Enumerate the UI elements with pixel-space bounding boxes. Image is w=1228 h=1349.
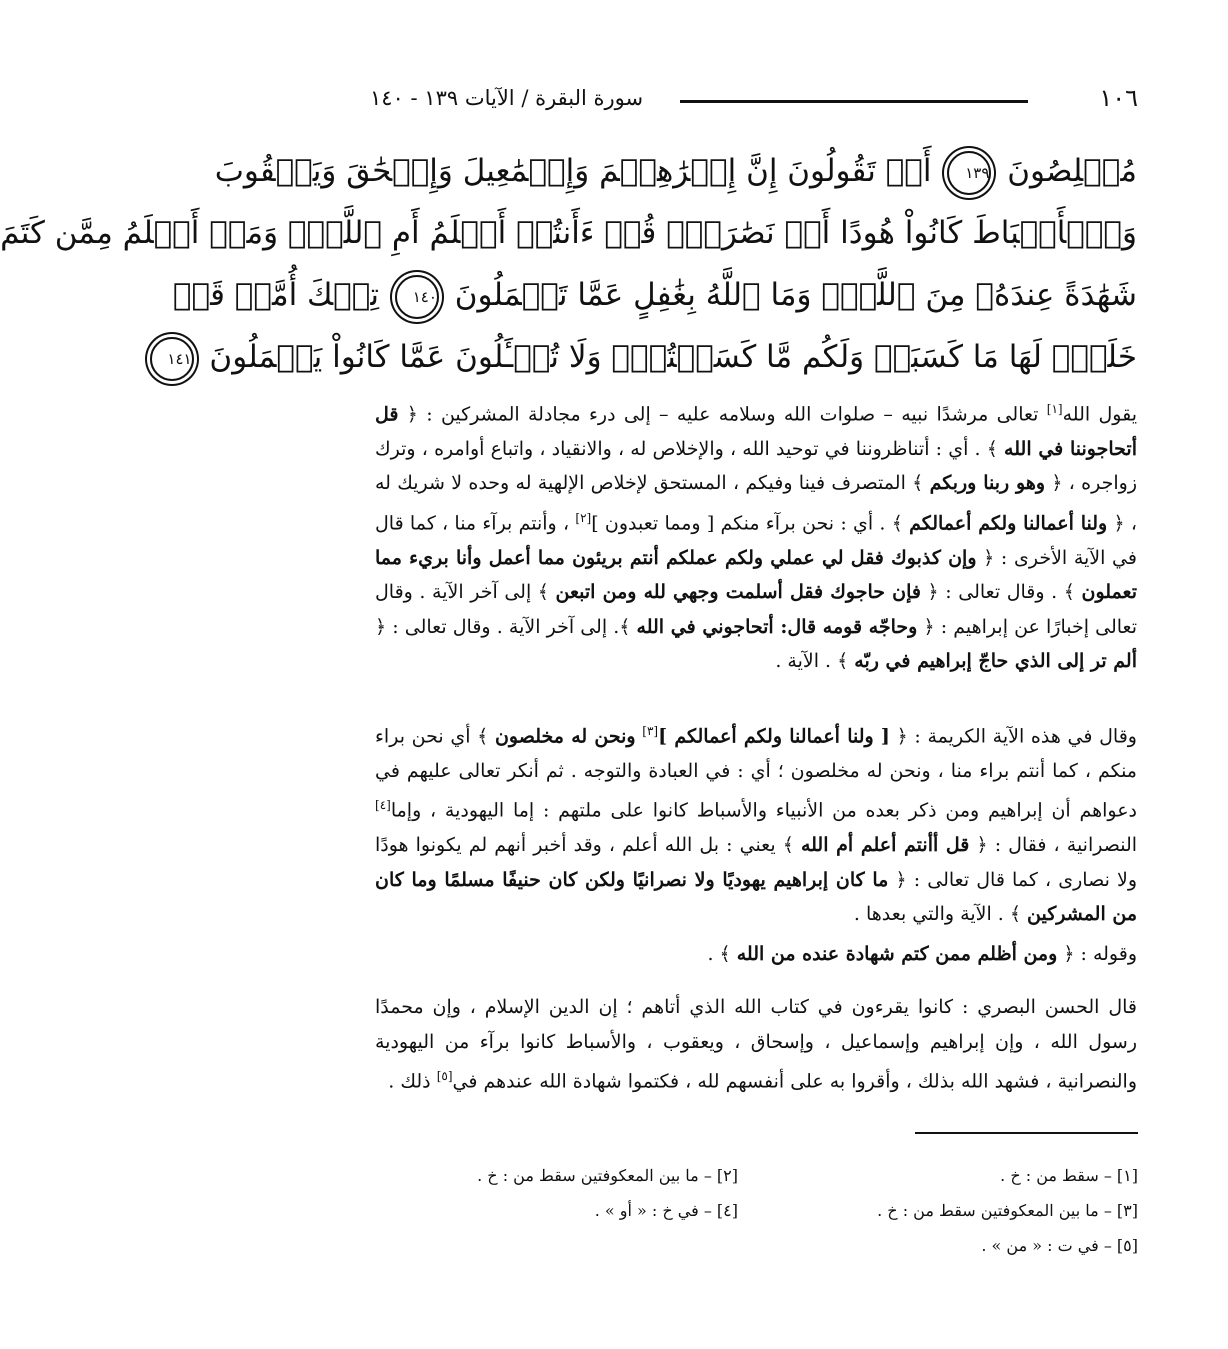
footnote-ref[interactable]: [١] xyxy=(1046,402,1063,416)
text-run: ذلك . xyxy=(388,1070,437,1093)
quoted-verse: قل أتحاجوننا في الله xyxy=(375,403,1137,460)
verse-line-2 xyxy=(0,202,1137,264)
quoted-verse: ونحن له مخلصون xyxy=(494,725,636,748)
footnote-3: [٣] – ما بين المعكوفتين سقط من : خ . xyxy=(877,1201,1138,1220)
text-run: ﴾ يعني : بل الله أعلم ، وقد أخبر أنهم لم يكونوا هودًا ولا نصارى ، كما قال تعالى : ﴿ xyxy=(375,834,1137,891)
footnote-2: [٢] – ما بين المعكوفتين سقط من : خ . xyxy=(477,1166,738,1185)
quoted-verse: ولنا أعمالنا ولكم أعمالكم xyxy=(909,512,1108,535)
verse-line-4 xyxy=(167,326,1137,388)
paragraph-text xyxy=(375,392,1137,679)
header-rule xyxy=(680,100,1028,103)
text-run: ، وأنتم برآء منا ، كما قال في الآية الأخرى : ﴿ xyxy=(375,512,1137,569)
paragraph-text xyxy=(375,714,1137,932)
ayah-number-marker: ١٤٠ xyxy=(395,275,439,319)
footnote-1: [١] – سقط من : خ . xyxy=(1000,1166,1138,1185)
quoted-verse: فإن حاجوك فقل أسلمت وجهي لله ومن اتبعن xyxy=(555,581,921,604)
footnote-4: [٤] – في خ : « أو » . xyxy=(594,1201,738,1220)
quoted-verse: ومن أظلم ممن كتم شهادة عنده من الله xyxy=(736,943,1058,965)
paragraph-text xyxy=(375,990,1137,1099)
page-header xyxy=(370,80,1138,120)
footnote-ref[interactable]: [٤] xyxy=(375,798,391,813)
footnote-ref[interactable]: [٣] xyxy=(642,724,659,738)
quoted-verse: ألم تر إلى الذي حاجّ إبراهيم في ربّه xyxy=(854,650,1137,673)
verse-text: خَلَتۡۖ لَهَا مَا كَسَبَتۡ وَلَكُم مَّا كَسَبۡتُمۡۖ وَلَا تُسۡـَٔلُونَ عَمَّا كَانُواْ يَعۡمَلُونَ xyxy=(209,339,1137,375)
footnote-ref[interactable]: [٥] xyxy=(436,1069,453,1083)
verse-line-1 xyxy=(214,140,1137,202)
text-run: ﴾ . الآية والتي بعدها . xyxy=(853,903,1028,926)
text-run: وقوله : ﴿ xyxy=(1057,943,1137,965)
text-run: ﴾ . الآية . xyxy=(775,650,855,673)
verse-text: أَمۡ تَقُولُونَ إِنَّ إِبۡرَٰهِـۧمَ وَإِسۡمَٰعِيلَ وَإِسۡحَٰقَ وَيَعۡقُوبَ xyxy=(214,153,932,189)
footnote-rule xyxy=(915,1132,1138,1134)
verse-text: وَٱلۡأَسۡبَاطَ كَانُواْ هُودًا أَوۡ نَصَٰرَىٰۗ قُلۡ ءَأَنتُمۡ أَعۡلَمُ أَمِ ٱللَّهُۗ وَمَنۡ أَظۡلَمُ مِمَّن كَتَمَ xyxy=(0,215,1137,251)
verse-text: تِلۡكَ أُمَّةٞ قَدۡ xyxy=(172,277,380,313)
tafsir-paragraph-4 xyxy=(375,990,1137,1099)
text-run: تعالى مرشدًا نبيه – صلوات الله وسلامه عليه – إلى درء مجادلة المشركين : ﴿ xyxy=(398,403,1047,426)
text-run: قال الحسن البصري : كانوا يقرءون في كتاب الله الذي أتاهم ؛ إن الدين الإسلام ، وإن محمدًا رسول الله ، وإن إبراهيم وإسماعيل ، وإسحاق ، ويعقوب ، والأسباط كانوا برآء من اليهودية والنصرانية ، فشهد الله بذلك ، وأقروا به على أنفسهم لله ، فكتموا شهادة الله عندهم في xyxy=(375,996,1137,1093)
text-run: يقول الله xyxy=(1062,403,1137,426)
quoted-verse: [ ولنا أعمالنا ولكم أعمالكم ] xyxy=(658,725,890,748)
verse-text: شَهَٰدَةً عِندَهُۥ مِنَ ٱللَّهِۗ وَمَا ٱللَّهُ بِغَٰفِلٍ عَمَّا تَعۡمَلُونَ xyxy=(454,277,1137,313)
text-run: ﴾ المتصرف فينا وفيكم ، المستحق لإخلاص الإلهية له وحده لا شريك له ، ﴿ xyxy=(375,472,1138,535)
verse-text: مُخۡلِصُونَ xyxy=(1007,153,1137,189)
text-run: ﴾ . أي : نحن برآء منكم [ ومما تعبدون ] xyxy=(591,512,910,535)
ayah-number-marker: ١٤١ xyxy=(150,337,194,381)
footnote-ref[interactable]: [٢] xyxy=(575,510,592,525)
text-run: ﴾ . xyxy=(707,943,737,965)
tafsir-paragraph-1 xyxy=(375,392,1137,679)
tafsir-paragraph-2 xyxy=(375,714,1137,932)
tafsir-paragraph-3 xyxy=(375,937,1137,972)
running-title: سورة البقرة / الآيات ١٣٩ - ١٤٠ xyxy=(370,86,644,110)
ayah-number-marker: ١٣٩ xyxy=(947,151,991,195)
verse-line-3 xyxy=(172,264,1137,326)
quoted-verse: ما كان إبراهيم يهوديًا ولا نصرانيًا ولكن كان حنيفًا مسلمًا وما كان من المشركين xyxy=(375,868,1137,926)
text-run: ﴾. إلى آخر الآية . وقال تعالى : ﴿ xyxy=(375,615,637,638)
text-run: ﴾ إلى آخر الآية . وقال تعالى إخبارًا عن إبراهيم : ﴿ xyxy=(375,581,1137,638)
footnote-5: [٥] – في ت : « من » . xyxy=(981,1236,1138,1255)
quran-verses xyxy=(0,140,1137,388)
text-run: ﴾ أي نحن براء منكم ، كما أنتم براء منا ، ونحن له مخلصون ؛ أي : في العبادة والتوجه . ثم أنكر تعالى عليهم في دعواهم أن إبراهيم ومن ذكر بعده من الأنبياء والأسباط كانوا على ملتهم : إما اليهودية ، وإما xyxy=(375,725,1137,822)
quoted-verse: وهو ربنا وربكم xyxy=(929,472,1046,495)
paragraph-text xyxy=(375,937,1137,972)
page-number: ١٠٦ xyxy=(1099,84,1138,112)
quoted-verse: وإن كذبوك فقل لي عملي ولكم عملكم أنتم بريئون مما أعمل وأنا بريء مما تعملون xyxy=(375,546,1137,604)
text-run: ﴾ . وقال تعالى : ﴿ xyxy=(920,581,1082,604)
text-run: وقال في هذه الآية الكريمة : ﴿ xyxy=(889,725,1137,748)
text-run: النصرانية ، فقال : ﴿ xyxy=(969,834,1138,857)
text-run: ﴾ . أي : أتناظروننا في توحيد الله ، والإخلاص له ، والانقياد ، واتباع أوامره ، وترك زواجره ، ﴿ xyxy=(375,437,1137,495)
quoted-verse: قل أأنتم أعلم أم الله xyxy=(800,834,970,857)
quoted-verse: وحاجّه قومه قال: أتحاجوني في الله xyxy=(636,615,918,638)
